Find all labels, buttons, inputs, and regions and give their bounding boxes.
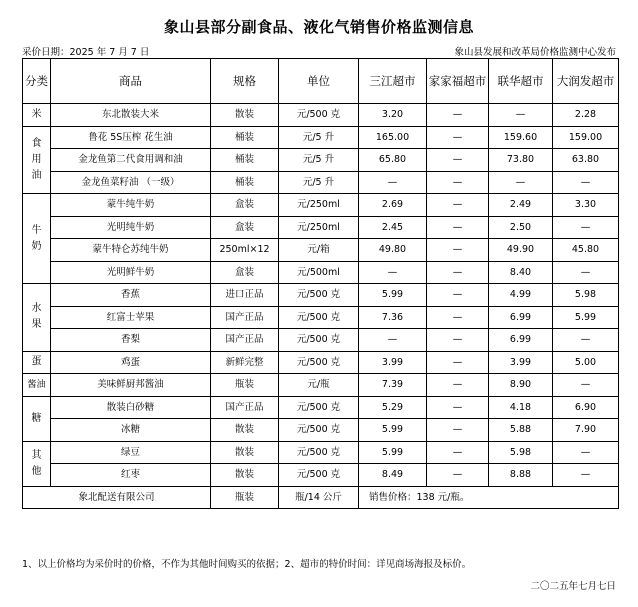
unit-cell: 元/500 克 [279,284,359,307]
price-cell: — [489,171,553,194]
price-cell: 2.45 [359,216,427,239]
price-cell: 8.49 [359,464,427,487]
table-row [23,329,619,352]
price-cell: — [553,171,619,194]
price-cell: — [427,104,489,127]
unit-cell: 元/250ml [279,194,359,217]
price-cell: — [427,171,489,194]
product-cell: 光明鲜牛奶 [51,261,211,284]
price-cell: — [553,216,619,239]
price-cell: 49.80 [359,239,427,262]
price-cell: 5.99 [359,284,427,307]
price-cell: — [427,149,489,172]
price-cell: — [489,104,553,127]
price-cell: — [427,464,489,487]
price-cell: 3.99 [489,351,553,374]
spec-cell: 散装 [211,464,279,487]
price-cell: 7.39 [359,374,427,397]
price-cell: 2.28 [553,104,619,127]
price-cell: 5.00 [553,351,619,374]
spec-cell: 盒装 [211,216,279,239]
price-cell: 3.99 [359,351,427,374]
table-header-row [23,59,619,104]
price-cell: — [427,419,489,442]
product-cell: 光明纯牛奶 [51,216,211,239]
unit-cell: 元/箱 [279,239,359,262]
price-cell: 5.99 [359,419,427,442]
table-row [23,374,619,397]
price-cell: — [427,261,489,284]
product-cell: 金龙鱼菜籽油 （一级） [51,171,211,194]
unit-cell: 元/500 克 [279,329,359,352]
spec-cell: 盒装 [211,261,279,284]
unit-cell: 元/500 克 [279,396,359,419]
price-cell: 5.98 [489,441,553,464]
gas-unit-cell: 瓶/14 公斤 [279,486,359,509]
price-cell: 5.98 [553,284,619,307]
product-cell: 东北散装大米 [51,104,211,127]
spec-cell: 国产正品 [211,396,279,419]
spec-cell: 250ml×12 [211,239,279,262]
table-row [23,441,619,464]
header-store-jiajiafu: 家家福超市 [427,59,489,104]
price-cell: — [427,239,489,262]
category-cell: 牛奶 [23,194,51,284]
table-row [23,104,619,127]
price-cell: — [427,284,489,307]
header-spec: 规格 [211,59,279,104]
price-cell: — [427,306,489,329]
footnote: 1、以上价格均为采价时的价格，不作为其他时间购买的依据；2、超市的特价时间：详见商场海报及标价。 [22,559,472,570]
price-cell: 65.80 [359,149,427,172]
price-table [22,58,619,509]
price-cell: — [427,441,489,464]
price-cell: 8.88 [489,464,553,487]
page-title: 象山县部分副食品、液化气销售价格监测信息 [163,18,474,36]
table-row [23,171,619,194]
price-cell: — [553,441,619,464]
price-cell: — [427,126,489,149]
product-cell: 鸡蛋 [51,351,211,374]
price-cell: — [553,374,619,397]
price-cell: 7.36 [359,306,427,329]
unit-cell: 元/500 克 [279,351,359,374]
header-product: 商品 [51,59,211,104]
price-cell: 3.30 [553,194,619,217]
table-row [23,261,619,284]
price-cell: 6.90 [553,396,619,419]
category-cell: 水果 [23,284,51,352]
price-cell: 2.69 [359,194,427,217]
table-row [23,351,619,374]
header-unit: 单位 [279,59,359,104]
spec-cell: 散装 [211,419,279,442]
product-cell: 蒙牛纯牛奶 [51,194,211,217]
product-cell: 鲁花 5S压榨 花生油 [51,126,211,149]
table-row [23,239,619,262]
price-cell: — [359,261,427,284]
unit-cell: 元/500 克 [279,419,359,442]
table-row [23,419,619,442]
price-cell: — [427,374,489,397]
product-cell: 绿豆 [51,441,211,464]
price-cell: — [427,216,489,239]
unit-cell: 元/瓶 [279,374,359,397]
spec-cell: 进口正品 [211,284,279,307]
unit-cell: 元/5 升 [279,171,359,194]
price-cell: 159.00 [553,126,619,149]
price-cell: 8.40 [489,261,553,284]
header-category: 分类 [23,59,51,104]
price-cell: 7.90 [553,419,619,442]
price-cell: — [427,351,489,374]
spec-cell: 散装 [211,441,279,464]
product-cell: 蒙牛特仑苏纯牛奶 [51,239,211,262]
gas-price-note: 销售价格：138 元/瓶。 [359,486,619,509]
table-row [23,149,619,172]
header-store-sanjiang: 三江超市 [359,59,427,104]
unit-cell: 元/500 克 [279,441,359,464]
category-cell: 米 [23,104,51,127]
price-cell: 4.18 [489,396,553,419]
product-cell: 香蕉 [51,284,211,307]
gas-spec-cell: 瓶装 [211,486,279,509]
price-cell: 6.99 [489,306,553,329]
unit-cell: 元/500 克 [279,464,359,487]
issue-date: 二〇二五年七月七日 [530,581,616,592]
publisher: 象山县发展和改革局价格监测中心发布 [454,47,616,58]
spec-cell: 新鲜完整 [211,351,279,374]
spec-cell: 桶装 [211,126,279,149]
unit-cell: 元/5 升 [279,126,359,149]
price-cell: — [427,329,489,352]
category-cell: 酱油 [23,374,51,397]
price-cell: 5.99 [359,441,427,464]
unit-cell: 元/500ml [279,261,359,284]
product-cell: 美味鲜厨邦酱油 [51,374,211,397]
product-cell: 散装白砂糖 [51,396,211,419]
unit-cell: 元/500 克 [279,104,359,127]
price-cell: 45.80 [553,239,619,262]
product-cell: 金龙鱼第二代食用调和油 [51,149,211,172]
table-row [23,284,619,307]
product-cell: 红枣 [51,464,211,487]
unit-cell: 元/500 克 [279,306,359,329]
unit-cell: 元/5 升 [279,149,359,172]
gas-row [23,486,619,509]
price-cell: 165.00 [359,126,427,149]
table-row [23,194,619,217]
table-row [23,396,619,419]
price-cell: 49.90 [489,239,553,262]
price-cell: 63.80 [553,149,619,172]
price-cell: 159.60 [489,126,553,149]
spec-cell: 国产正品 [211,306,279,329]
category-cell: 食用油 [23,126,51,194]
spec-cell: 国产正品 [211,329,279,352]
price-cell: 2.49 [489,194,553,217]
spec-cell: 桶装 [211,149,279,172]
header-store-darunfa: 大润发超市 [553,59,619,104]
spec-cell: 盒装 [211,194,279,217]
product-cell: 香梨 [51,329,211,352]
spec-cell: 散装 [211,104,279,127]
category-cell: 其他 [23,441,51,486]
product-cell: 红富士苹果 [51,306,211,329]
price-cell: 5.29 [359,396,427,419]
category-cell: 糖 [23,396,51,441]
price-cell: 4.99 [489,284,553,307]
category-cell: 蛋 [23,351,51,374]
price-cell: — [359,329,427,352]
header-store-lianhua: 联华超市 [489,59,553,104]
price-cell: — [553,261,619,284]
price-cell: — [427,396,489,419]
table-row [23,126,619,149]
price-cell: 5.88 [489,419,553,442]
gas-company-cell: 象北配送有限公司 [23,486,211,509]
price-cell: 73.80 [489,149,553,172]
table-row [23,306,619,329]
price-cell: 2.50 [489,216,553,239]
price-cell: — [553,464,619,487]
collect-date: 采价日期：2025 年 7 月 7 日 [22,47,150,58]
table-row [23,464,619,487]
spec-cell: 瓶装 [211,374,279,397]
product-cell: 冰糖 [51,419,211,442]
spec-cell: 桶装 [211,171,279,194]
price-cell: 8.90 [489,374,553,397]
price-cell: — [553,329,619,352]
price-cell: 3.20 [359,104,427,127]
unit-cell: 元/250ml [279,216,359,239]
price-cell: — [359,171,427,194]
table-row [23,216,619,239]
price-cell: 5.99 [553,306,619,329]
price-cell: — [427,194,489,217]
price-cell: 6.99 [489,329,553,352]
